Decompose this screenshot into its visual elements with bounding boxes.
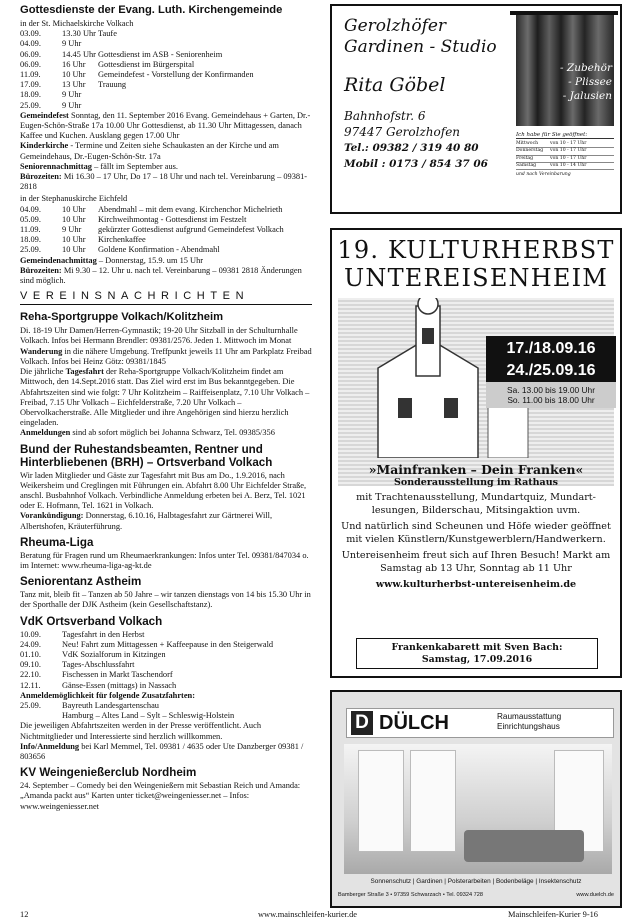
ad-duelch	[330, 690, 622, 908]
date: 01.10.	[20, 649, 41, 659]
description: Bayreuth Landesgartenschau	[62, 700, 159, 710]
label: Wanderung	[20, 346, 63, 356]
address-bar	[338, 892, 614, 898]
hours-footnote: und nach Vereinbarung	[516, 172, 571, 178]
date: 17.09.	[20, 80, 41, 90]
text: sind ab sofort möglich bei Johanna Schwarz, Tel. 09385/356	[70, 428, 275, 438]
exhibition-title: »Mainfranken – Dein Franken«	[368, 462, 584, 477]
window	[410, 750, 456, 852]
time: 14.45 Uhr	[62, 49, 96, 59]
description	[98, 101, 312, 111]
text: Tanz mit, bleib fit – Tanzen ab 50 Jahre – wir tanzen dienstags von 14 bis 15.30 Uhr in der Sporthalle der DJK Astheim (kein Gesellschaftstanz).	[20, 590, 311, 610]
text: Mi 9.30 – 12. Uhr u. nach tel. Vereinbarung – 09381 2818 Änderungen sind möglich.	[20, 265, 302, 286]
description: Kirchweihmontag - Gottesdienst im Festzelt	[98, 214, 247, 224]
description: Gänse-Essen (mittags) in Nassach	[62, 680, 177, 690]
list-item	[20, 660, 312, 670]
list-item	[20, 90, 312, 100]
list-item	[20, 39, 312, 49]
text: Untereisenheim freut sich auf Ihren Besuch! Markt am Samstag ab 13 Uhr, Sonntag ab 11 Uhr	[341, 550, 611, 574]
date: 12.11.	[20, 680, 41, 690]
label: Gemeindefest	[20, 110, 69, 120]
sofa	[464, 830, 584, 862]
list-item	[20, 711, 312, 721]
text: Donnerstag, 6.10.16, Halbtagesfahrt zur Gärtnerei Will, Albertshofen, Kräuterführung.	[20, 511, 273, 531]
service-list	[20, 29, 312, 111]
description: Gottesdienst im Bürgerspital	[98, 59, 195, 69]
text: 24. September – Comedy bei den Weingenießern mit Sebastian Reich und Amanda: „Amanda packt aus“ Karten unter ticket@weingeniesser.net – Infos: www.weingeniesser.net	[20, 781, 301, 811]
website-link[interactable]: www.kulturherbst-untereisenheim.de	[375, 579, 577, 590]
section-divider-title: VEREINSNACHRICHTEN	[20, 290, 312, 305]
ad-kulturherbst	[330, 228, 622, 678]
list-item	[20, 60, 312, 70]
time-line: Sa. 13.00 bis 19.00 Uhr	[507, 385, 595, 395]
time: 10 Uhr	[62, 245, 86, 255]
time-line: So. 11.00 bis 18.00 Uhr	[507, 395, 595, 405]
ad-address: 97447 Gerolzhofen	[344, 125, 461, 139]
time: 9 Uhr	[62, 225, 82, 235]
date: 11.09.	[20, 70, 41, 80]
ad-gardinen-studio	[330, 4, 622, 214]
text: der Reha-Sportgruppe Volkach/Kolitzheim findet am Mittwoch, den 14.Sept.2016 statt. Das Ziel wird erst im Bus bekanntgegeben. Die Abfahrtszeiten sind wie folgt: 7 Uhr Kolitzheim – Raiffeisenplatz, 7.10 Uhr Volkach – Freibad, 7.15 Uhr Volkach – Eichfelderstraße, 7.20 Uhr Volkach – Obervolkacherstraße. Alle Mitglieder und ihre Angehörigen sind hierzu herzlich eingeladen.	[20, 367, 310, 428]
date	[20, 711, 62, 721]
hours-cell: von 10 - 17 Uhr	[550, 155, 587, 161]
date: 25.09.	[20, 700, 41, 710]
company-address: Bamberger Straße 3 • 97359 Schwarzach • Tel. 09324 728	[338, 892, 483, 898]
description: Gottesdienst im ASB - Seniorenheim	[98, 49, 223, 59]
section-title: Rheuma-Liga	[20, 535, 94, 549]
curtain-image	[516, 14, 614, 126]
list-item	[20, 29, 312, 39]
time: 13 Uhr	[62, 80, 86, 90]
ad-title: Gerolzhöfer	[344, 16, 447, 36]
time: 9 Uhr	[62, 90, 82, 100]
label: Vorankündigung:	[20, 511, 84, 521]
text: Di. 18-19 Uhr Damen/Herren-Gymnastik; 19-20 Uhr Sitzball in der Schulturnhalle Volkach. Infos bei Hermann Brendler: 09381/2576. Jeden 1. Mittwoch im Monat	[20, 326, 298, 346]
time: 13.30 Uhr	[62, 29, 96, 39]
list-item	[20, 701, 312, 711]
hours-cell: Samstag	[516, 162, 537, 168]
curtain-label: - Jalusien	[562, 90, 612, 102]
list-item	[20, 101, 312, 111]
date: 06.09.	[20, 49, 41, 59]
description	[98, 90, 312, 100]
ad-phone: Tel.: 09382 / 319 40 80	[344, 142, 479, 154]
description: Taufe	[98, 29, 117, 39]
date: 18.09.	[20, 90, 41, 100]
text: mit Trachtenausstellung, Mundartquiz, Mundart-lesungen, Bilderschau, Mitsingaktion uvm.	[356, 492, 596, 516]
text: Sonntag, den 11. September 2016 Evang. Gemeindehaus + Garten, Dr.-Eugen-Schön-Straße 17a 10.00 Uhr Gottesdienst, ab 11.30 Uhr Mittagessen, danach Kaffee und Kuchen. Ausklang gegen 17.00 Uhr	[20, 110, 311, 141]
ad-address: Bahnhofstr. 6	[344, 109, 426, 123]
company-name: DÜLCH	[379, 712, 449, 734]
footer-url[interactable]: www.mainschleifen-kurier.de	[258, 910, 357, 919]
exhibition-subtitle: Sonderausstellung im Rathaus	[394, 477, 558, 488]
list-item	[20, 80, 312, 90]
opening-hours	[516, 132, 614, 178]
label: Info/Anmeldung	[20, 741, 80, 751]
section-title: KV Weingenießerclub Nordheim	[20, 766, 197, 780]
label: Tagesfahrt	[65, 367, 104, 377]
text: bei Karl Memmel, Tel. 09381 / 4635 oder Ute Danzberger 09381 / 803656	[20, 741, 304, 761]
text: Beratung für Fragen rund um Rheumaerkrankungen: Infos unter Tel. 09381/847034 o. im Internet: www.rheuma-liga-ag-kt.de	[20, 550, 309, 570]
window	[358, 750, 404, 852]
company-website[interactable]: www.duelch.de	[576, 892, 614, 898]
list-item	[20, 205, 312, 215]
list-item	[20, 245, 312, 255]
date-line: 17./18.09.16	[506, 340, 596, 357]
ad-mobile: Mobil : 0173 / 854 37 06	[344, 158, 488, 170]
description: Fischessen in Markt Taschendorf	[62, 670, 173, 680]
list-item	[20, 681, 312, 691]
label: Gemeindenachmittag	[20, 255, 97, 265]
logo-mark: D	[351, 711, 373, 735]
description: VdK Sozialforum in Kitzingen	[62, 649, 166, 659]
description: Neu! Fahrt zum Mittagessen + Kaffeepause in den Steigerwald	[62, 639, 274, 649]
description: Kirchenkaffee	[98, 235, 146, 245]
subheading: Anmeldemöglichkeit für folgende Zusatzfahrten:	[20, 690, 196, 700]
text: Und natürlich sind Scheunen und Höfe wieder geöffnet mit vielen Künstlern/Kunstgewerblern/Handwerkern.	[341, 521, 611, 545]
cabaret-box	[356, 638, 598, 669]
ad-title: 19. KULTURHERBST	[337, 236, 615, 264]
curtain-label: - Plissee	[568, 76, 612, 88]
list-item	[20, 215, 312, 225]
date: 10.09.	[20, 629, 41, 639]
cabaret-date: Samstag, 17.09.2016	[421, 653, 533, 665]
text: in die nähere Umgebung. Treffpunkt jeweils 11 Uhr am Parkplatz Freibad Volkach. Infos bei Heinz Götz: 09381/1845	[20, 346, 312, 366]
ad-title: Gardinen - Studio	[344, 37, 497, 57]
cabaret-title: Frankenkabarett mit Sven Bach:	[391, 642, 563, 653]
list-item	[20, 70, 312, 80]
date: 18.09.	[20, 235, 41, 245]
description: gekürzter Gottesdienst aufgrund Gemeindefest Volkach	[98, 225, 284, 235]
subheading: in der St. Michaelskirche Volkach	[20, 19, 134, 28]
curtain-label: - Zubehör	[560, 62, 612, 74]
date: 04.09.	[20, 39, 41, 49]
text: Die jährliche	[20, 367, 66, 377]
time: 9 Uhr	[62, 39, 82, 49]
date: 03.09.	[20, 29, 41, 39]
list-item	[20, 640, 312, 650]
description: Tages-Abschlussfahrt	[62, 660, 135, 670]
ad-owner-name: Rita Göbel	[344, 74, 446, 96]
list-item	[20, 630, 312, 640]
label: Bürozeiten:	[20, 172, 62, 182]
text: Mi 16.30 – 17 Uhr, Do 17 – 18 Uhr und nach tel. Vereinbarung – 09381-2818	[20, 172, 308, 192]
hours-heading: Ich habe für Sie geöffnet:	[516, 132, 614, 139]
date: 04.09.	[20, 204, 41, 214]
footer-issue: Mainschleifen-Kurier 9-16	[508, 910, 598, 919]
label: Bürozeiten:	[20, 265, 62, 275]
event-list	[20, 701, 312, 721]
company-tagline	[497, 712, 561, 732]
description: Goldene Konfirmation - Abendmahl	[98, 245, 220, 255]
tagline-line: Raumausstattung	[497, 712, 562, 721]
hours-cell: von 10 - 14 Uhr	[550, 162, 587, 168]
label: Seniorennachmittag	[20, 161, 92, 171]
time: 10 Uhr	[62, 235, 86, 245]
hours-row	[516, 156, 614, 163]
label: Kinderkirche	[20, 141, 69, 151]
time: 16 Uhr	[62, 59, 86, 69]
list-item	[20, 225, 312, 235]
description	[98, 39, 312, 49]
hours-cell: Mittwoch	[516, 141, 539, 147]
list-item	[20, 50, 312, 60]
curtain-rod	[510, 11, 618, 15]
page-number: 12	[20, 910, 29, 919]
interior-photo	[344, 744, 612, 874]
left-column	[20, 4, 312, 812]
date: 09.10.	[20, 660, 41, 670]
label: Anmeldungen	[20, 428, 71, 438]
time: 10 Uhr	[62, 70, 86, 80]
date: 06.09.	[20, 59, 41, 69]
ad-body	[340, 462, 612, 590]
description: Abendmahl – mit dem evang. Kirchenchor Michelrieth	[98, 204, 283, 214]
duelch-logo	[346, 708, 614, 738]
date: 05.09.	[20, 214, 41, 224]
section-title: Seniorentanz Astheim	[20, 575, 142, 589]
list-item	[20, 235, 312, 245]
hours-cell: von 10 - 17 Uhr	[550, 148, 587, 154]
description: Gemeindefest - Vorstellung der Konfirmanden	[98, 70, 254, 80]
ad-title: UNTEREISENHEIM	[343, 264, 609, 292]
date: 24.09.	[20, 639, 41, 649]
text: – fällt im September aus.	[91, 161, 179, 171]
description: Hamburg – Altes Land – Sylt – Schleswig-Holstein	[62, 711, 235, 721]
time: 9 Uhr	[62, 100, 82, 110]
hours-row	[516, 163, 614, 170]
section-title: Gottesdienste der Evang. Luth. Kirchengemeinde	[20, 4, 283, 16]
text: Wir laden Mitglieder und Gäste zur Tagesfahrt mit Bus am Do., 1.9.2016, nach Weikersheim und Creglingen mit Führungen ein. Abfahrt 8.00 Uhr Eichfelder Straße, anschl. Busbahnhof Volkach. Verbindliche Anmeldung erbeten bei A. Berz, Tel. 1021 oder E. Hofmann, Tel. 1621 in Volkach.	[20, 470, 307, 511]
service-list	[20, 205, 312, 256]
subheading: in der Stephanuskirche Eichfeld	[20, 194, 128, 204]
hours-cell: Donnerstag	[516, 148, 544, 154]
section-title: VdK Ortsverband Volkach	[20, 614, 163, 628]
event-dates	[486, 336, 616, 408]
list-item	[20, 670, 312, 680]
time: 10 Uhr	[62, 204, 86, 214]
hours-row	[516, 148, 614, 155]
text: – Donnerstag, 15.9. um 15 Uhr	[96, 255, 204, 265]
list-item	[20, 650, 312, 660]
date-line: 24./25.09.16	[506, 362, 596, 379]
date: 25.09.	[20, 245, 41, 255]
event-list	[20, 630, 312, 691]
description: Tagesfahrt in den Herbst	[62, 629, 145, 639]
section-title: Reha-Sportgruppe Volkach/Kolitzheim	[20, 311, 224, 324]
section-title: Bund der Ruhestandsbeamten, Rentner und Hinterbliebenen (BRH) – Ortsverband Volkach	[20, 442, 273, 469]
hours-cell: Freitag	[516, 155, 534, 161]
time: 10 Uhr	[62, 214, 86, 224]
hours-cell: von 10 - 17 Uhr	[550, 141, 587, 147]
date: 25.09.	[20, 100, 41, 110]
description: Trauung	[98, 80, 127, 90]
date: 11.09.	[20, 225, 41, 235]
text: Die jeweiligen Abfahrtszeiten werden in der Presse veröffentlicht. Auch Nichtmitglieder und Interessierte sind herzlich willkommen.	[20, 721, 262, 741]
date: 22.10.	[20, 670, 41, 680]
tagline-line: Einrichtungshaus	[497, 722, 560, 731]
services-bar: Sonnenschutz | Gardinen | Polsterarbeiten | Bodenbeläge | Insektenschutz	[370, 878, 582, 885]
text: - Termine und Zeiten siehe Schaukasten an der Kirche und am Gemeindehaus, Dr.-Eugen-Schön-Str. 17a	[20, 141, 279, 161]
